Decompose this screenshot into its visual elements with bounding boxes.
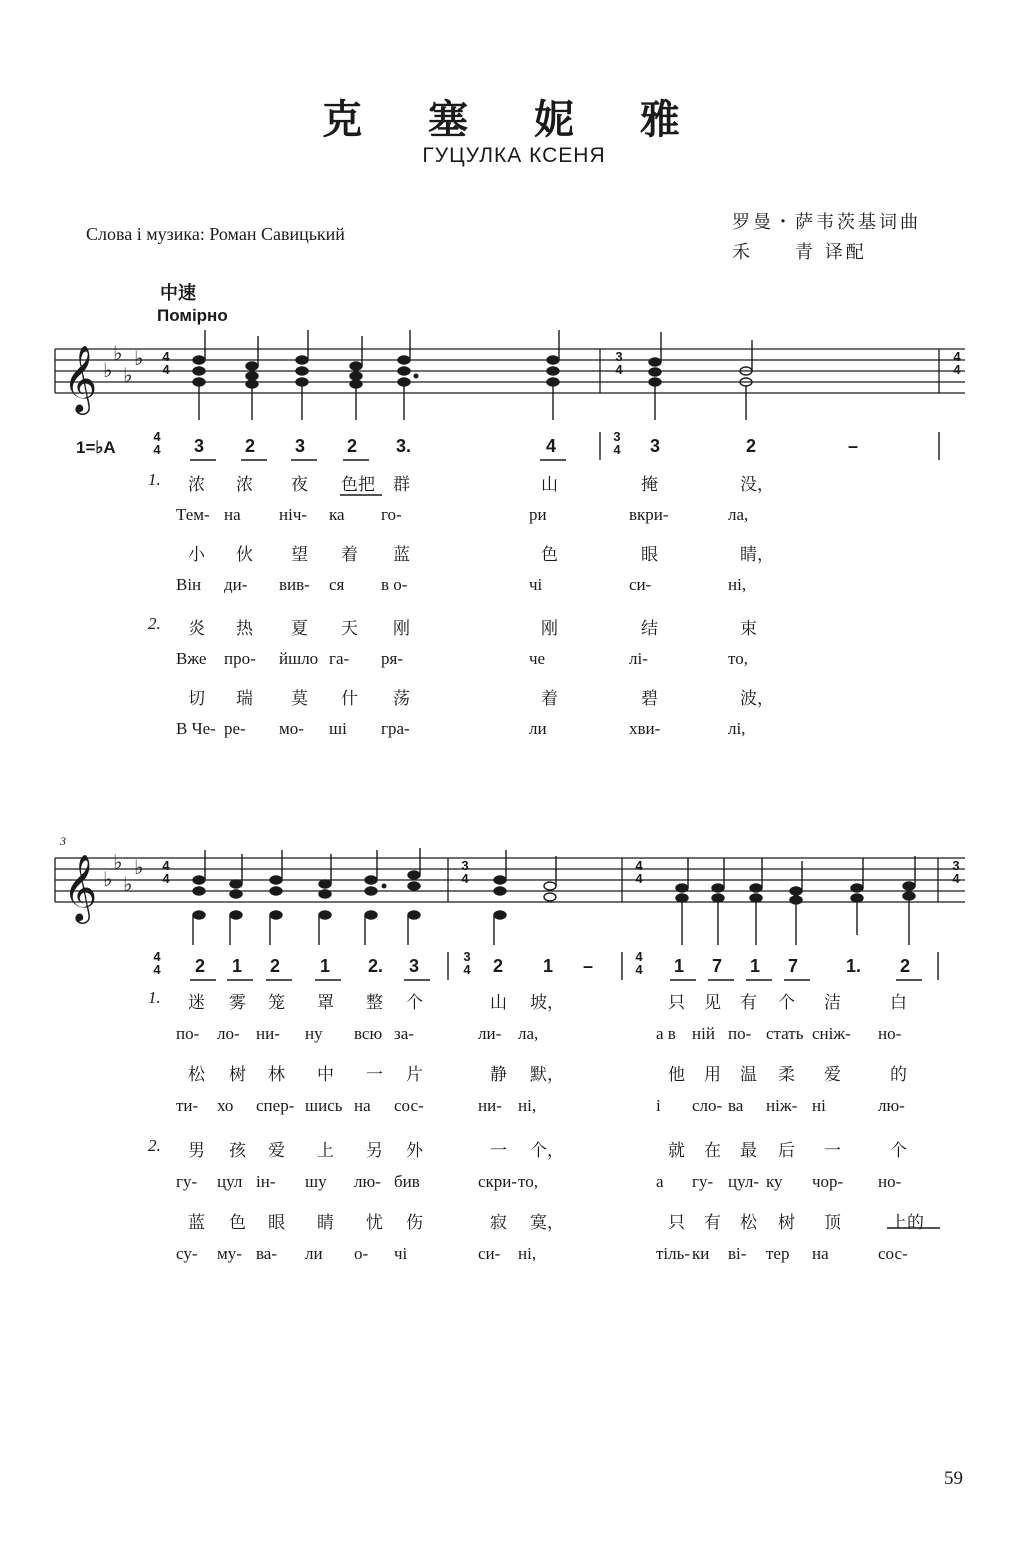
lyric-syllable: 整 [366, 993, 383, 1013]
jianpu-2-note: 2 [195, 956, 206, 976]
ts-top: 3 [615, 349, 623, 364]
lyric-syllable: 结 [641, 619, 658, 639]
lyric-syllable: ри [529, 505, 547, 524]
lyric-syllable: га- [329, 649, 350, 668]
lyric-syllable: по- [176, 1024, 200, 1043]
jianpu-2-note: – [583, 956, 594, 976]
lyric-syllable: 松 [740, 1213, 757, 1233]
lyric-syllable: 伙 [236, 545, 253, 565]
lyric-syllable: 上 [317, 1141, 334, 1161]
lyric-syllable: сло- [692, 1096, 723, 1115]
lyric-syllable: 林 [268, 1065, 285, 1085]
lyric-syllable: 见 [704, 993, 721, 1013]
credit-chinese-composer: 罗曼・萨韦茨基词曲 [732, 212, 921, 233]
lyric-syllable: 个 [890, 1141, 907, 1161]
jianpu-2-note: 1 [543, 956, 554, 976]
lyric-syllable: то, [728, 649, 748, 668]
jianpu-2-note: 7 [788, 956, 799, 976]
lyric-syllable: но- [878, 1172, 902, 1191]
lyric-syllable: 外 [406, 1141, 423, 1161]
ts-top: 3 [461, 858, 469, 873]
verse-number: 1. [148, 470, 161, 489]
lyric-syllable: Він [176, 575, 202, 594]
jianpu-2-note: 1. [846, 956, 862, 976]
lyric-syllable: но- [878, 1024, 902, 1043]
lyric-syllable: шись [305, 1096, 343, 1115]
lyric-syllable: 有 [740, 993, 757, 1013]
lyric-syllable: ся [329, 575, 345, 594]
lyric-syllable: ка [329, 505, 345, 524]
lyric-syllable: 后 [778, 1141, 795, 1161]
key-signature: 1=♭A [76, 438, 116, 457]
verse-number: 2. [148, 614, 161, 633]
lyric-syllable: 蓝 [188, 1213, 205, 1233]
lyric-syllable: 群 [393, 475, 410, 495]
jianpu-1-note: 2 [347, 436, 358, 456]
lyric-syllable: ніч- [279, 505, 308, 524]
lyric-syllable: за- [394, 1024, 414, 1043]
lyric-syllable: ші [329, 719, 347, 738]
svg-text:♭: ♭ [134, 855, 144, 879]
ts-top: 4 [953, 349, 961, 364]
svg-text:♭: ♭ [103, 867, 113, 891]
jianpu-1-note: 3 [295, 436, 306, 456]
jianpu-2-note: 1 [320, 956, 331, 976]
ts-bottom: 4 [463, 962, 471, 977]
lyric-syllable: на [812, 1244, 829, 1263]
lyric-syllable: 波， [740, 689, 774, 709]
lyric-syllable: ла, [518, 1024, 539, 1043]
lyric-syllable: 男 [188, 1141, 205, 1161]
lyric-syllable: цул- [728, 1172, 759, 1191]
lyric-syllable: про- [224, 649, 256, 668]
lyric-syllable: ти- [176, 1096, 199, 1115]
lyric-syllable: 树 [778, 1213, 795, 1233]
lyric-syllable: на [224, 505, 241, 524]
ts-top: 3 [952, 858, 960, 873]
lyric-syllable: 爱 [268, 1141, 285, 1161]
lyric-syllable: 碧 [641, 689, 658, 709]
lyric-syllable: 罩 [317, 993, 334, 1013]
jianpu-2-note: 2 [493, 956, 504, 976]
lyric-syllable: цул [217, 1172, 243, 1191]
lyric-syllable: 顶 [824, 1213, 841, 1233]
lyric-syllable: ніж- [766, 1096, 798, 1115]
lyric-syllable: си- [478, 1244, 501, 1263]
lyric-syllable: 眼 [268, 1213, 285, 1233]
lyric-syllable: ні, [728, 575, 747, 594]
svg-text:♭: ♭ [123, 872, 133, 896]
verse-number: 2. [148, 1136, 161, 1155]
lyric-syllable: ли [305, 1244, 323, 1263]
lyric-syllable: по- [728, 1024, 752, 1043]
lyric-syllable: сос- [878, 1244, 908, 1263]
lyric-syllable: ла, [728, 505, 749, 524]
lyric-syllable: чі [529, 575, 543, 594]
lyric-syllable: му- [217, 1244, 242, 1263]
lyric-syllable: 有 [704, 1213, 721, 1233]
lyric-syllable: 在 [704, 1141, 721, 1161]
lyric-syllable: ні [812, 1096, 826, 1115]
ts-top: 4 [153, 429, 161, 444]
jianpu-2-note: 1 [232, 956, 243, 976]
lyric-syllable: шу [305, 1172, 327, 1191]
lyric-syllable: ки [692, 1244, 710, 1263]
svg-text:♭: ♭ [134, 346, 144, 370]
lyric-syllable: чі [394, 1244, 408, 1263]
lyric-syllable: бив [394, 1172, 420, 1191]
measure-number: 3 [60, 834, 66, 848]
lyric-syllable: су- [176, 1244, 198, 1263]
lyric-syllable: 洁 [824, 993, 841, 1013]
treble-clef-icon: 𝄞 [63, 344, 98, 412]
lyric-syllable: лю- [354, 1172, 381, 1191]
ts-bottom: 4 [162, 362, 170, 377]
lyric-syllable: йшло [279, 649, 319, 668]
lyric-syllable: 炎 [188, 619, 205, 639]
lyric-syllable: 笼 [268, 993, 285, 1013]
lyric-syllable: Тем- [176, 505, 210, 524]
lyric-syllable: спер- [256, 1096, 295, 1115]
jianpu-1-note: 3 [194, 436, 205, 456]
lyric-syllable: ній [692, 1024, 715, 1043]
lyric-syllable: 色把 [341, 475, 375, 495]
lyric-syllable: 的 [890, 1065, 907, 1085]
lyric-syllable: го- [381, 505, 402, 524]
lyric-syllable: і [656, 1096, 661, 1115]
lyric-syllable: мо- [279, 719, 304, 738]
lyric-syllable: 寞， [530, 1213, 564, 1233]
jianpu-2-note: 3 [409, 956, 420, 976]
lyric-syllable: 另 [366, 1141, 383, 1161]
lyric-syllable: 伤 [406, 1213, 423, 1233]
lyric-syllable: 蓝 [393, 545, 410, 565]
lyric-syllable: 莫 [291, 689, 308, 709]
jianpu-1-note: – [848, 436, 859, 456]
page-number: 59 [944, 1468, 963, 1489]
ts-bottom: 4 [953, 362, 961, 377]
lyric-syllable: ку [766, 1172, 783, 1191]
lyric-syllable: 热 [236, 619, 253, 639]
lyric-syllable: вкри- [629, 505, 669, 524]
lyric-syllable: гу- [692, 1172, 714, 1191]
ts-top: 3 [463, 949, 471, 964]
lyric-syllable: ва- [256, 1244, 278, 1263]
lyric-syllable: чор- [812, 1172, 844, 1191]
lyric-syllable: о- [354, 1244, 369, 1263]
ts-bottom: 4 [635, 871, 643, 886]
lyric-syllable: 片 [406, 1065, 423, 1085]
jianpu-2-note: 2 [900, 956, 911, 976]
lyric-syllable: 眼 [641, 545, 658, 565]
lyric-syllable: гра- [381, 719, 410, 738]
lyric-syllable: 山 [490, 993, 507, 1013]
lyric-syllable: ін- [256, 1172, 276, 1191]
ts-bottom: 4 [153, 442, 161, 457]
lyric-syllable: В Че- [176, 719, 216, 738]
lyric-syllable: 他 [668, 1065, 685, 1085]
ts-bottom: 4 [635, 962, 643, 977]
ts-bottom: 4 [615, 362, 623, 377]
jianpu-2-note: 1 [674, 956, 685, 976]
lyric-syllable: 浓 [236, 475, 253, 495]
lyric-syllable: ди- [224, 575, 248, 594]
ts-bottom: 4 [461, 871, 469, 886]
lyric-syllable: Вже [176, 649, 207, 668]
tempo-ukrainian: Помірно [157, 306, 228, 325]
lyric-syllable: ни- [478, 1096, 502, 1115]
lyric-syllable: 夜 [291, 475, 308, 495]
ts-bottom: 4 [153, 962, 161, 977]
lyric-syllable: 温 [740, 1065, 757, 1085]
song-title-chinese: 克 塞 妮 雅 [322, 96, 706, 143]
lyric-syllable: 一 [490, 1141, 507, 1161]
verse-number: 1. [148, 988, 161, 1007]
lyric-syllable: си- [629, 575, 652, 594]
lyric-syllable: 树 [229, 1065, 246, 1085]
lyric-syllable: 小 [188, 545, 205, 565]
jianpu-1-note: 2 [245, 436, 256, 456]
lyric-syllable: 用 [704, 1065, 721, 1085]
credit-ukrainian: Слова і музика: Роман Савицький [86, 224, 345, 244]
lyric-syllable: 就 [668, 1141, 685, 1161]
lyric-syllable: 望 [291, 545, 308, 565]
lyric-syllable: лю- [878, 1096, 905, 1115]
lyric-syllable: 睛， [740, 545, 774, 565]
lyric-syllable: ря- [381, 649, 403, 668]
credit-chinese-translator: 禾 青 译配 [732, 242, 867, 263]
lyric-syllable: 束 [740, 619, 757, 639]
lyric-syllable: 最 [740, 1141, 757, 1161]
lyric-syllable: 孩 [229, 1141, 246, 1161]
lyric-syllable: сніж- [812, 1024, 851, 1043]
lyric-syllable: 忧 [366, 1213, 383, 1233]
svg-text:♭: ♭ [113, 850, 123, 874]
lyric-syllable: 夏 [291, 619, 308, 639]
lyric-syllable: на [354, 1096, 371, 1115]
lyric-syllable: в о- [381, 575, 408, 594]
lyric-syllable: стать [766, 1024, 804, 1043]
ts-top: 4 [153, 949, 161, 964]
jianpu-2-note: 1 [750, 956, 761, 976]
lyric-syllable: ли [529, 719, 547, 738]
lyric-syllable: 荡 [393, 689, 410, 709]
ts-bottom: 4 [952, 871, 960, 886]
lyric-syllable: 默， [530, 1065, 564, 1085]
lyric-syllable: 色 [229, 1213, 246, 1233]
ts-top: 4 [635, 949, 643, 964]
treble-clef-icon: 𝄞 [63, 853, 98, 921]
lyric-syllable: 色 [541, 545, 558, 565]
jianpu-1-note: 3 [650, 436, 661, 456]
lyric-syllable: 没， [740, 475, 774, 495]
svg-text:♭: ♭ [123, 363, 133, 387]
svg-text:♭: ♭ [113, 341, 123, 365]
song-title-ukrainian: ГУЦУЛКА КСЕНЯ [422, 144, 606, 167]
lyric-syllable: 上的 [890, 1213, 924, 1233]
lyric-syllable: гу- [176, 1172, 198, 1191]
lyric-syllable: 个， [530, 1141, 564, 1161]
lyric-syllable: скри- [478, 1172, 518, 1191]
lyric-syllable: 着 [541, 689, 558, 709]
lyric-syllable: ни- [256, 1024, 280, 1043]
lyric-syllable: хви- [629, 719, 661, 738]
lyric-syllable: 寂 [490, 1213, 507, 1233]
ts-top: 4 [162, 858, 170, 873]
lyric-syllable: 迷 [188, 993, 205, 1013]
jianpu-2-note: 2 [270, 956, 281, 976]
ts-top: 4 [635, 858, 643, 873]
lyric-syllable: 天 [341, 619, 358, 639]
lyric-syllable: 什 [341, 689, 358, 709]
lyric-syllable: а [656, 1172, 664, 1191]
ts-bottom: 4 [613, 442, 621, 457]
lyric-syllable: ві- [728, 1244, 747, 1263]
lyric-syllable: 睛 [317, 1213, 334, 1233]
lyric-syllable: 白 [890, 993, 907, 1013]
lyric-syllable: 一 [824, 1141, 841, 1161]
lyric-syllable: 浓 [188, 475, 205, 495]
lyric-syllable: всю [354, 1024, 383, 1043]
lyric-syllable: сос- [394, 1096, 424, 1115]
lyric-syllable: то, [518, 1172, 538, 1191]
lyric-syllable: вив- [279, 575, 310, 594]
lyric-syllable: 一 [366, 1065, 383, 1085]
lyric-syllable: ли- [478, 1024, 502, 1043]
lyric-syllable: 掩 [641, 475, 658, 495]
lyric-syllable: лі- [629, 649, 648, 668]
jianpu-1-note: 4 [546, 436, 557, 456]
lyric-syllable: 柔 [778, 1065, 795, 1085]
lyric-syllable: лі, [728, 719, 746, 738]
lyric-syllable: тіль- [656, 1244, 691, 1263]
lyric-syllable: 山 [541, 475, 558, 495]
lyric-syllable: 瑞 [236, 689, 253, 709]
lyric-syllable: ва [728, 1096, 744, 1115]
lyric-syllable: 爱 [824, 1065, 841, 1085]
svg-text:♭: ♭ [103, 358, 113, 382]
lyric-syllable: ну [305, 1024, 323, 1043]
lyric-syllable: тер [766, 1244, 790, 1263]
lyric-syllable: хо [217, 1096, 234, 1115]
lyric-syllable: 刚 [393, 619, 410, 639]
jianpu-2-note: 7 [712, 956, 723, 976]
lyric-syllable: ні, [518, 1244, 537, 1263]
ts-top: 3 [613, 429, 621, 444]
lyric-syllable: ні, [518, 1096, 537, 1115]
lyric-syllable: 只 [668, 993, 685, 1013]
ts-bottom: 4 [162, 871, 170, 886]
lyric-syllable: ре- [224, 719, 246, 738]
lyric-syllable: 坡， [530, 993, 564, 1013]
lyric-syllable: 静 [490, 1065, 507, 1085]
ts-top: 4 [162, 349, 170, 364]
lyric-syllable: 着 [341, 545, 358, 565]
jianpu-1-note: 2 [746, 436, 757, 456]
jianpu-1-note: 3. [396, 436, 412, 456]
lyric-syllable: 个 [778, 993, 795, 1013]
lyric-syllable: а в [656, 1024, 676, 1043]
lyric-syllable: 切 [188, 689, 205, 709]
jianpu-2-note: 2. [368, 956, 384, 976]
lyric-syllable: 松 [188, 1065, 205, 1085]
tempo-chinese: 中速 [160, 283, 196, 303]
lyric-syllable: 只 [668, 1213, 685, 1233]
lyric-syllable: 中 [317, 1065, 334, 1085]
lyric-syllable: 雾 [229, 993, 246, 1013]
lyric-syllable: 刚 [541, 619, 558, 639]
lyric-syllable: ло- [217, 1024, 240, 1043]
lyric-syllable: че [529, 649, 546, 668]
lyric-syllable: 个 [406, 993, 423, 1013]
